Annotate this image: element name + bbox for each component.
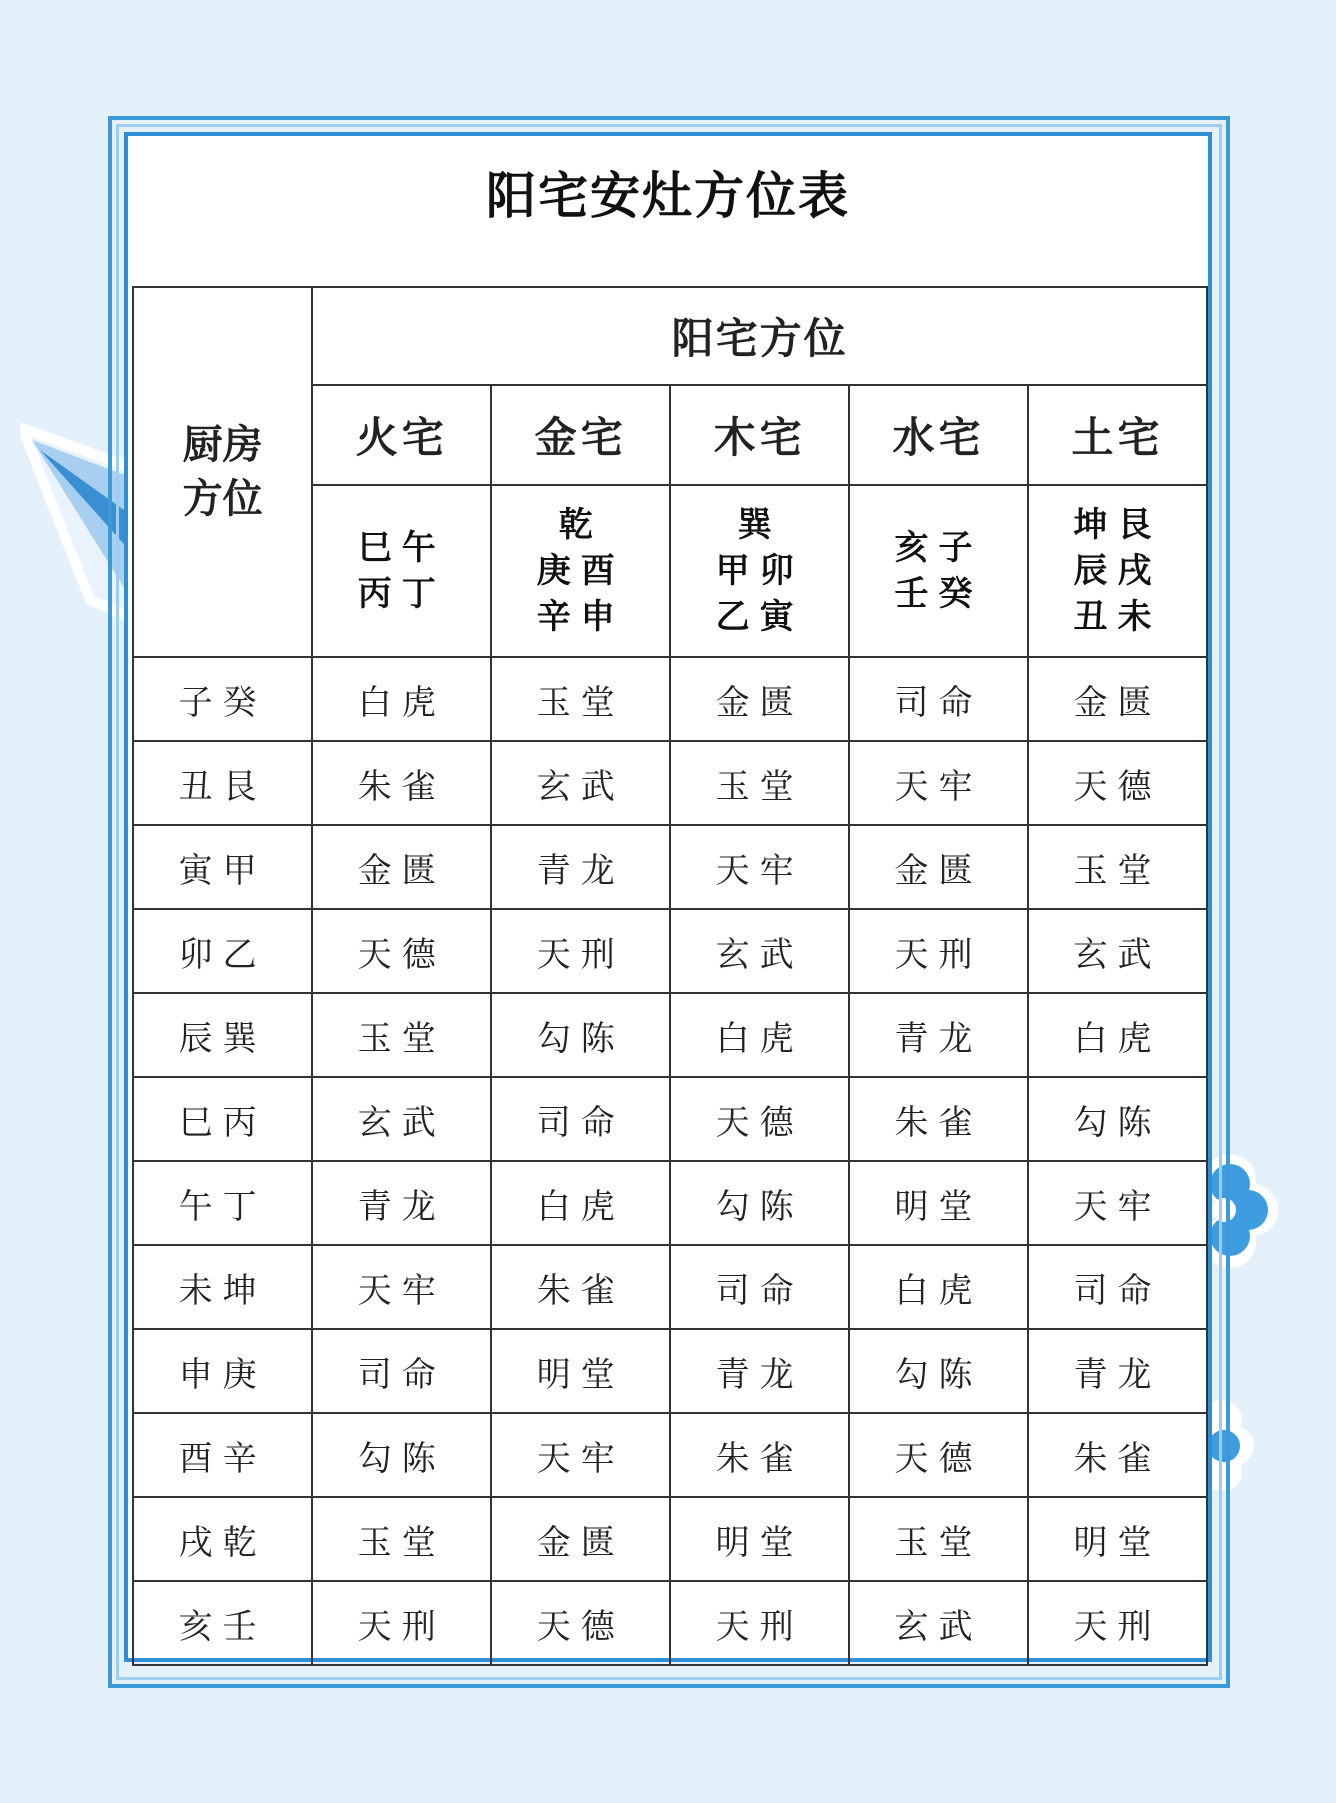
table-sheet	[124, 132, 1212, 1662]
house-type-wood: 木宅	[670, 385, 849, 485]
kitchen-direction-cell: 子癸	[133, 657, 312, 741]
star-cell: 天牢	[491, 1413, 670, 1497]
star-cell: 玄武	[491, 741, 670, 825]
kitchen-direction-cell: 辰巽	[133, 993, 312, 1077]
star-cell: 明堂	[1028, 1497, 1207, 1581]
direction-line: 乙寅	[715, 597, 804, 637]
star-cell: 天德	[491, 1581, 670, 1665]
direction-line: 辰戌	[1073, 551, 1162, 591]
star-cell: 白虎	[670, 993, 849, 1077]
star-cell: 朱雀	[670, 1413, 849, 1497]
star-cell: 金匮	[670, 657, 849, 741]
star-cell: 青龙	[849, 993, 1028, 1077]
star-cell: 玉堂	[1028, 825, 1207, 909]
star-cell: 青龙	[312, 1161, 491, 1245]
star-cell: 天德	[1028, 741, 1207, 825]
house-type-water: 水宅	[849, 385, 1028, 485]
star-cell: 白虎	[312, 657, 491, 741]
table-row	[133, 1077, 1207, 1161]
kitchen-direction-cell: 午丁	[133, 1161, 312, 1245]
star-cell: 金匮	[491, 1497, 670, 1581]
star-cell: 玄武	[312, 1077, 491, 1161]
kitchen-direction-cell: 未坤	[133, 1245, 312, 1329]
star-cell: 明堂	[670, 1497, 849, 1581]
kitchen-direction-label: 厨房方位	[182, 421, 263, 522]
star-cell: 明堂	[849, 1161, 1028, 1245]
star-cell: 玄武	[670, 909, 849, 993]
house-type-fire: 火宅	[312, 385, 491, 485]
direction-line: 庚酉	[536, 551, 625, 591]
table-row	[133, 657, 1207, 741]
star-cell: 天牢	[1028, 1161, 1207, 1245]
star-cell: 金匮	[1028, 657, 1207, 741]
wood-house-directions	[670, 485, 849, 657]
direction-line: 壬癸	[894, 574, 983, 614]
star-cell: 玉堂	[312, 993, 491, 1077]
star-cell: 白虎	[849, 1245, 1028, 1329]
table-row	[133, 825, 1207, 909]
star-cell: 玉堂	[491, 657, 670, 741]
star-cell: 玉堂	[670, 741, 849, 825]
page-title: 阳宅安灶方位表	[486, 166, 850, 225]
direction-line: 丑未	[1073, 597, 1162, 637]
kitchen-direction-cell: 寅甲	[133, 825, 312, 909]
star-cell: 天牢	[670, 825, 849, 909]
direction-line: 巽	[737, 505, 782, 545]
star-cell: 明堂	[491, 1329, 670, 1413]
kitchen-direction-cell: 戌乾	[133, 1497, 312, 1581]
direction-line: 甲卯	[715, 551, 804, 591]
star-cell: 白虎	[491, 1161, 670, 1245]
direction-line: 丙丁	[357, 574, 446, 614]
star-cell: 青龙	[1028, 1329, 1207, 1413]
star-cell: 勾陈	[849, 1329, 1028, 1413]
star-cell: 天德	[849, 1413, 1028, 1497]
star-cell: 金匮	[312, 825, 491, 909]
direction-line: 亥子	[894, 528, 983, 568]
star-cell: 玄武	[849, 1581, 1028, 1665]
metal-house-directions	[491, 485, 670, 657]
table-row	[133, 741, 1207, 825]
direction-line: 辛申	[536, 597, 625, 637]
house-direction-header: 阳宅方位	[312, 287, 1207, 385]
star-cell: 青龙	[670, 1329, 849, 1413]
kitchen-direction-cell: 丑艮	[133, 741, 312, 825]
house-type-metal: 金宅	[491, 385, 670, 485]
table-row	[133, 993, 1207, 1077]
kitchen-direction-cell: 卯乙	[133, 909, 312, 993]
stove-direction-table	[132, 286, 1208, 1666]
star-cell: 司命	[1028, 1245, 1207, 1329]
water-house-directions	[849, 485, 1028, 657]
fire-house-directions	[312, 485, 491, 657]
table-row	[133, 909, 1207, 993]
star-cell: 朱雀	[849, 1077, 1028, 1161]
table-row	[133, 1581, 1207, 1665]
star-cell: 朱雀	[1028, 1413, 1207, 1497]
star-cell: 天刑	[312, 1581, 491, 1665]
direction-line: 坤艮	[1073, 505, 1162, 545]
table-row	[133, 1329, 1207, 1413]
star-cell: 玄武	[1028, 909, 1207, 993]
star-cell: 勾陈	[491, 993, 670, 1077]
table-row	[133, 1161, 1207, 1245]
earth-house-directions	[1028, 485, 1207, 657]
kitchen-direction-header	[133, 287, 312, 657]
table-row	[133, 1245, 1207, 1329]
table-row	[133, 1413, 1207, 1497]
star-cell: 天牢	[849, 741, 1028, 825]
kitchen-direction-cell: 亥壬	[133, 1581, 312, 1665]
star-cell: 司命	[670, 1245, 849, 1329]
star-cell: 司命	[491, 1077, 670, 1161]
star-cell: 天刑	[491, 909, 670, 993]
star-cell: 天刑	[670, 1581, 849, 1665]
star-cell: 天刑	[1028, 1581, 1207, 1665]
kitchen-direction-cell: 巳丙	[133, 1077, 312, 1161]
header-row-group	[133, 287, 1207, 385]
star-cell: 司命	[849, 657, 1028, 741]
star-cell: 青龙	[491, 825, 670, 909]
star-cell: 白虎	[1028, 993, 1207, 1077]
star-cell: 勾陈	[670, 1161, 849, 1245]
kitchen-direction-cell: 酉辛	[133, 1413, 312, 1497]
star-cell: 勾陈	[1028, 1077, 1207, 1161]
direction-line: 巳午	[357, 528, 446, 568]
kitchen-direction-cell: 申庚	[133, 1329, 312, 1413]
direction-line: 乾	[558, 505, 603, 545]
star-cell: 朱雀	[312, 741, 491, 825]
star-cell: 玉堂	[312, 1497, 491, 1581]
star-cell: 玉堂	[849, 1497, 1028, 1581]
star-cell: 朱雀	[491, 1245, 670, 1329]
star-cell: 天刑	[849, 909, 1028, 993]
star-cell: 天德	[670, 1077, 849, 1161]
house-type-earth: 土宅	[1028, 385, 1207, 485]
star-cell: 司命	[312, 1329, 491, 1413]
table-row	[133, 1497, 1207, 1581]
star-cell: 天德	[312, 909, 491, 993]
star-cell: 天牢	[312, 1245, 491, 1329]
star-cell: 金匮	[849, 825, 1028, 909]
star-cell: 勾陈	[312, 1413, 491, 1497]
